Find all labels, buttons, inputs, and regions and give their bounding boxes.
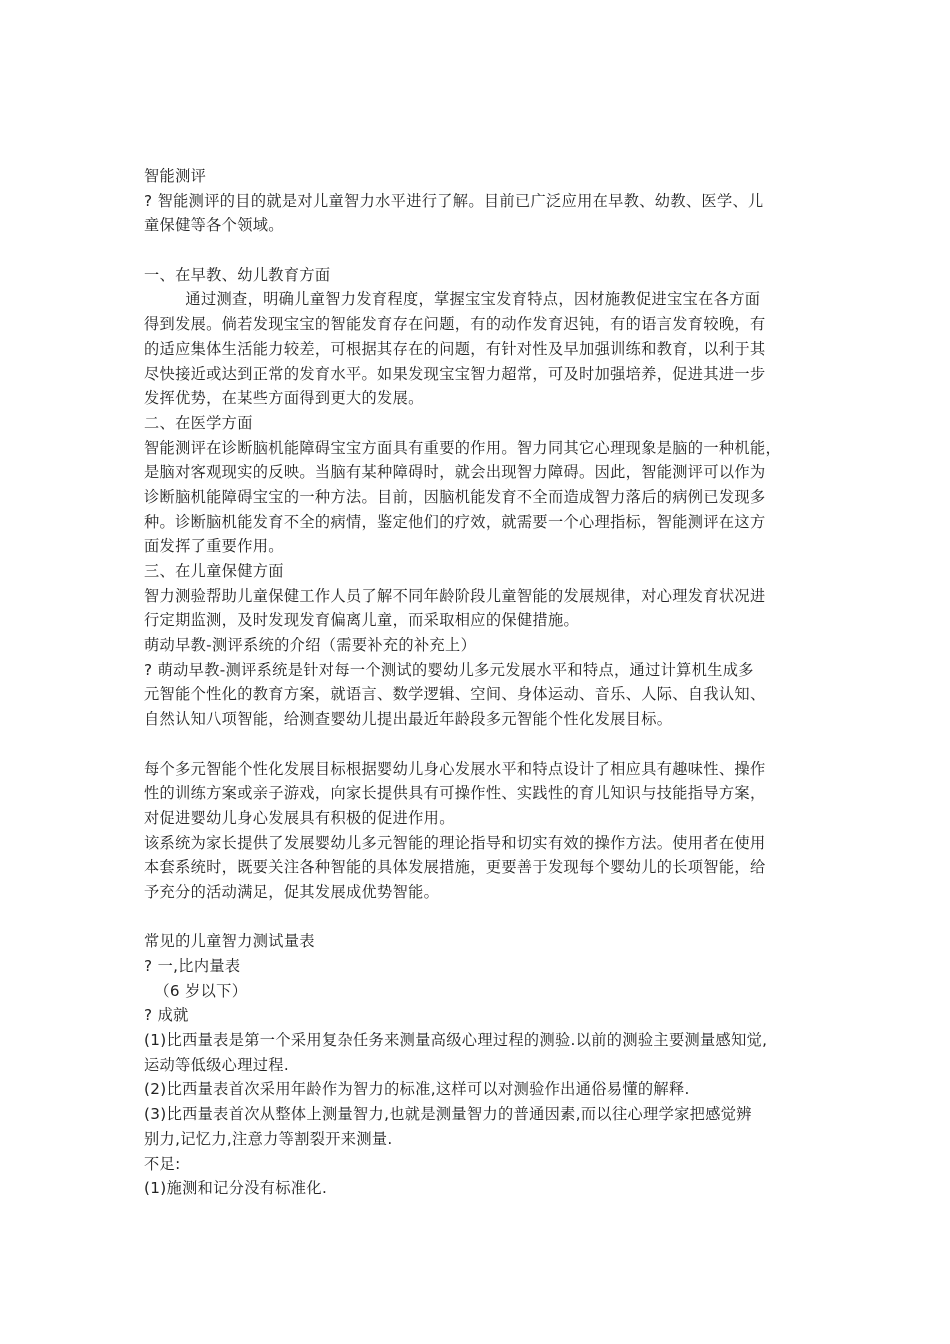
- text-line: 诊断脑机能障碍宝宝的一种方法。目前，因脑机能发育不全而造成智力落后的病例已发现多: [144, 487, 766, 506]
- text-line: (2)比西量表首次采用年龄作为智力的标准,这样可以对测验作出通俗易懂的解释.: [144, 1080, 690, 1099]
- text-line: 别力,记忆力,注意力等割裂开来测量.: [144, 1129, 393, 1148]
- text-line: (1)施测和记分没有标准化.: [144, 1179, 328, 1198]
- text-line: 本套系统时，既要关注各种智能的具体发展措施，更要善于发现每个婴幼儿的长项智能，给: [144, 858, 766, 877]
- text-line: 通过测查，明确儿童智力发育程度，掌握宝宝发育特点，因材施教促进宝宝在各方面: [144, 290, 761, 309]
- text-line: 童保健等各个领域。: [144, 216, 284, 235]
- text-line: 萌动早教-测评系统的介绍（需要补充的补充上）: [144, 636, 477, 655]
- text-line: ? 成就: [144, 1006, 189, 1025]
- text-line: 得到发展。倘若发现宝宝的智能发育存在问题，有的动作发育迟钝，有的语言发育较晚，有: [144, 315, 766, 334]
- text-line: 该系统为家长提供了发展婴幼儿多元智能的理论指导和切实有效的操作方法。使用者在使用: [144, 833, 766, 852]
- text-line: （6 岁以下）: [144, 981, 248, 1000]
- text-line: 发挥优势，在某些方面得到更大的发展。: [144, 389, 424, 408]
- text-line: 智能测评在诊断脑机能障碍宝宝方面具有重要的作用。智力同其它心理现象是脑的一种机能，: [144, 438, 782, 457]
- text-line: 的适应集体生活能力较差，可根据其存在的问题，有针对性及早加强训练和教育，以利于其: [144, 339, 766, 358]
- blank-line: [144, 238, 812, 263]
- text-line: 是脑对客观现实的反映。当脑有某种障碍时，就会出现智力障碍。因此，智能测评可以作为: [144, 463, 766, 482]
- text-line: 行定期监测，及时发现发育偏离儿童，而采取相应的保健措施。: [144, 611, 580, 630]
- text-line: 种。诊断脑机能发育不全的病情，鉴定他们的疗效，就需要一个心理指标，智能测评在这方: [144, 512, 766, 531]
- text-line: 二、在医学方面: [144, 413, 253, 432]
- text-line: 智能测评: [144, 167, 207, 185]
- text-line: (1)比西量表是第一个采用复杂任务来测量高级心理过程的测验.以前的测验主要测量感知觉,: [144, 1031, 768, 1050]
- text-line: 对促进婴幼儿身心发展具有积极的促进作用。: [144, 808, 455, 827]
- blank-line: [144, 905, 812, 930]
- text-line: 常见的儿童智力测试量表: [144, 932, 315, 951]
- text-line: 三、在儿童保健方面: [144, 562, 284, 580]
- text-line: 面发挥了重要作用。: [144, 537, 284, 556]
- text-line: 每个多元智能个性化发展目标根据婴幼儿身心发展水平和特点设计了相应具有趣味性、操作: [144, 759, 766, 778]
- text-line: ? 一,比内量表: [144, 957, 241, 975]
- text-line: 运动等低级心理过程.: [144, 1055, 290, 1074]
- text-line: 尽快接近或达到正常的发育水平。如果发现宝宝智力超常，可及时加强培养，促进其进一步: [144, 364, 766, 383]
- text-line: 元智能个性化的教育方案，就语言、数学逻辑、空间、身体运动、音乐、人际、自我认知、: [144, 685, 766, 704]
- text-line: (3)比西量表首次从整体上测量智力,也就是测量智力的普通因素,而以往心理学家把感觉辨: [144, 1105, 752, 1124]
- text-line: 不足:: [144, 1154, 181, 1173]
- text-line: ? 智能测评的目的就是对儿童智力水平进行了解。目前已广泛应用在早教、幼教、医学、儿: [144, 191, 764, 210]
- text-line: 自然认知八项智能，给测查婴幼儿提出最近年龄段多元智能个性化发展目标。: [144, 710, 673, 729]
- text-line: 性的训练方案或亲子游戏，向家长提供具有可操作性、实践性的育儿知识与技能指导方案，: [144, 784, 766, 803]
- text-line: 一、在早教、幼儿教育方面: [144, 265, 331, 284]
- blank-line: [144, 732, 812, 757]
- text-line: 智力测验帮助儿童保健工作人员了解不同年龄阶段儿童智能的发展规律，对心理发育状况进: [144, 586, 766, 605]
- text-line: ? 萌动早教-测评系统是针对每一个测试的婴幼儿多元发展水平和特点，通过计算机生成多: [144, 660, 754, 679]
- text-line: 予充分的活动满足，促其发展成优势智能。: [144, 882, 440, 901]
- document-body: [144, 164, 812, 1201]
